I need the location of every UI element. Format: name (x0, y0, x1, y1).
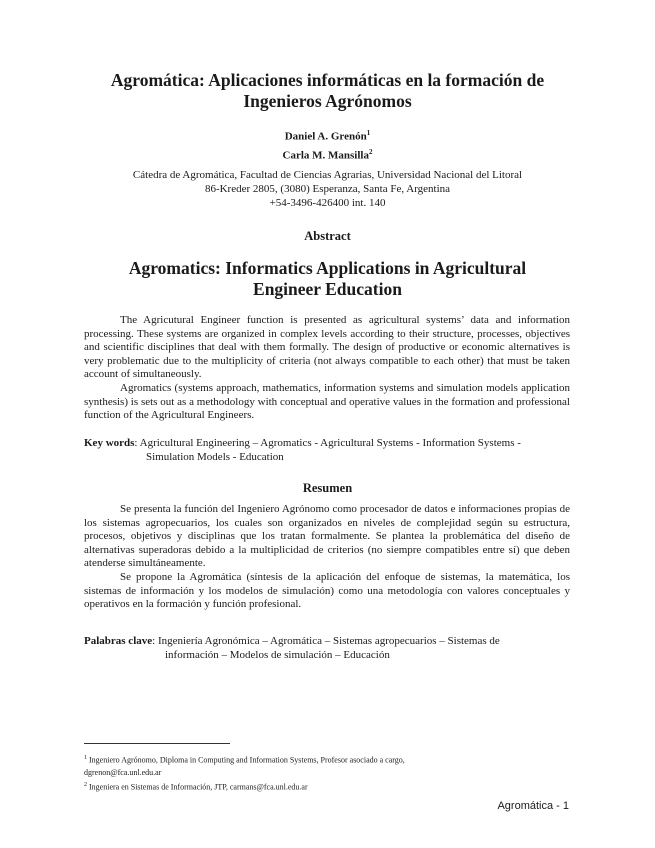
footnote: dgrenon@fca.unl.edu.ar (84, 767, 162, 777)
abstract-body (84, 314, 570, 423)
paper-title (80, 70, 575, 112)
footnote-divider (84, 743, 230, 744)
keywords-label: Key words (84, 437, 135, 449)
resumen-paragraph: Se propone la Agromática (síntesis de la aplicación del enfoque de sistemas, la matemática, los sistemas de información y los modelos de simulación) como una metodología con valores conceptuales y operativos en la formación y función profesional. (84, 570, 570, 611)
affiliation: Cátedra de Agromática, Facultad de Ciencias Agrarias, Universidad Nacional del Litoral 86-Kreder 2805, (3080) Esperanza, Santa Fe, Argentina +54-3496-426400 int. 140 (132, 169, 523, 209)
keywords-label: Palabras clave (84, 635, 153, 647)
abstract-paragraph: The Agricutural Engineer function is presented as agricultural systems’ data and information processing. These systems are organized in complex levels according to their structure, processes, objectives and scientific disciplines that deal with them formally. The design of productive or economic alternatives is very problematic due to the multiplicity of criteria (not always compatible to each other) that must be taken account of simultaneously. (84, 314, 570, 381)
footnote: $^2$ Ingeniera en Sistemas de Información, JTP, carmans@fca.unl.edu.ar (84, 781, 308, 792)
paper-title-line: Agromática: Aplicaciones informáticas en la formación de (110, 70, 545, 90)
footnote-mark: 1 (366, 129, 371, 137)
author-list (80, 126, 575, 163)
keywords-spanish: Palabras clave : Ingeniería Agronómica – Agromática – Sistemas agropecuarios – Sistemas de información – Modelos de simulación – Educación (84, 635, 500, 661)
footnotes (84, 752, 572, 793)
footnote: $^1$ Ingeniero Agrónomo, Diploma in Computing and Information Systems, Profesor asociado a cargo, (84, 755, 405, 765)
resumen-body (84, 503, 570, 612)
keywords-english: Key words : Agricultural Engineering – Agromatics - Agricultural Systems - Information Systems - Simulation Models - Education (84, 437, 521, 463)
author: Carla M. Mansilla$^2$ (282, 147, 373, 162)
abstract-heading: Abstract (304, 229, 351, 243)
page-footer: Agromática - 1 (497, 800, 569, 812)
english-title: Agromatics: Informatics Applications in Agricultural Engineer Education (128, 258, 527, 299)
resumen-heading: Resumen (302, 481, 353, 495)
paper-title-line: Ingenieros Agrónomos (243, 91, 412, 111)
resumen-paragraph: Se presenta la función del Ingeniero Agrónomo como procesador de datos e informaciones propias de los sistemas agropecuarios, los cuales son organizados en niveles de complejidad según su estructura, procesos, objetivos y disciplinas que los tratan formalmente. Se plantea la problemática del diseño de alternativas superadoras debido a la multiplicidad de criterios (no siempre compatibles entre sí) que deben atenderse simultáneamente. (84, 503, 570, 570)
author: Daniel A. Grenón$^1$ (284, 129, 371, 143)
abstract-paragraph: Agromatics (systems approach, mathematics, information systems and simulation models application synthesis) is sets out as a methodology with conceptual and operative values in the formation and professional function of the Agricultural Engineers. (84, 381, 570, 422)
footnote-mark: 2 (368, 147, 373, 156)
